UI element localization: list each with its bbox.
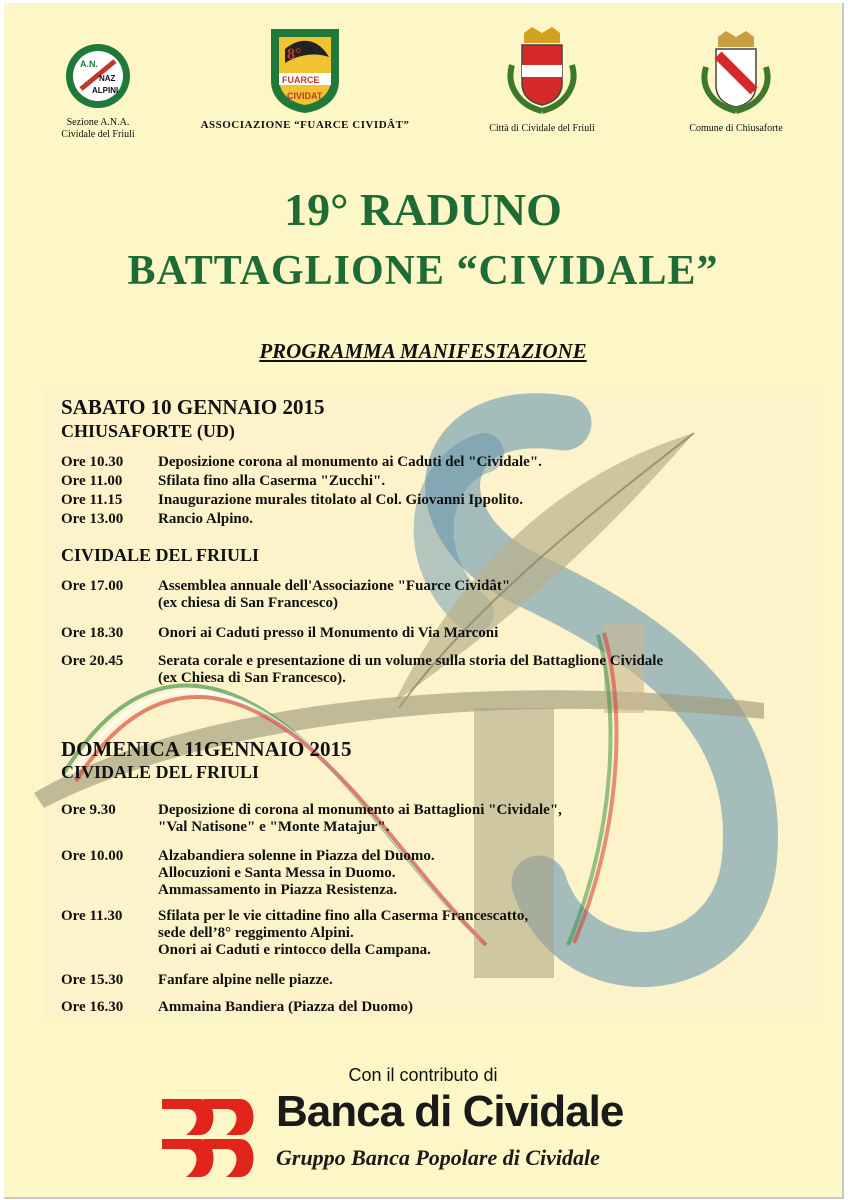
ana-caption-2: Cividale del Friuli: [61, 129, 135, 140]
title-line-2: BATTAGLIONE “CIVIDALE”: [127, 248, 719, 294]
ana-badge-bottom: ALPINI: [92, 86, 119, 95]
event-time: Ore 20.45: [61, 653, 124, 669]
event-time: Ore 16.30: [61, 999, 124, 1015]
event-time: Ore 18.30: [61, 625, 124, 641]
event-line: Serata corale e presentazione di un volume sulla storia del Battaglione Cividale: [158, 653, 664, 669]
cividale-caption: Città di Cividale del Friuli: [489, 123, 595, 134]
event-description: [158, 511, 798, 528]
day1-date: SABATO 10 GENNAIO 2015: [61, 395, 325, 419]
sponsor-intro: Con il contributo di: [348, 1065, 498, 1085]
event-description: [158, 848, 798, 899]
ana-caption-1: Sezione A.N.A.: [66, 117, 130, 128]
fuarce-caption: ASSOCIAZIONE “FUARCE CIVIDÂT”: [200, 119, 410, 131]
chiusaforte-caption: Comune di Chiusaforte: [689, 123, 783, 134]
event-description: [158, 653, 798, 687]
ana-emblem-icon: [63, 41, 133, 111]
event-line: Onori ai Caduti e rintocco della Campana.: [158, 942, 431, 958]
event-line: "Val Natisone" e "Monte Matajur".: [158, 819, 390, 835]
event-line: Deposizione corona al monumento ai Caduti del "Cividale".: [158, 454, 542, 470]
title-line-1: 19° RADUNO: [284, 184, 562, 235]
event-time: Ore 10.30: [61, 454, 124, 470]
event-line: Sfilata per le vie cittadine fino alla Caserma Francescatto,: [158, 908, 529, 924]
event-line: Alzabandiera solenne in Piazza del Duomo.: [158, 848, 435, 864]
day2-date: DOMENICA 11GENNAIO 2015: [61, 737, 352, 761]
fuarce-emblem-icon: [265, 23, 345, 115]
event-description: [158, 999, 798, 1016]
event-line: sede dell’8° reggimento Alpini.: [158, 925, 354, 941]
event-line: Onori ai Caduti presso il Monumento di Via Marconi: [158, 625, 499, 641]
event-line: Fanfare alpine nelle piazze.: [158, 972, 333, 988]
event-line: Assemblea annuale dell'Associazione "Fuarce Cividât": [158, 578, 511, 594]
bank-name: Banca di Cividale: [276, 1087, 624, 1136]
fuarce-badge-mid: FUARCE: [282, 75, 320, 85]
event-time: Ore 17.00: [61, 578, 124, 594]
event-time: Ore 15.30: [61, 972, 124, 988]
event-poster: [4, 3, 844, 1199]
event-line: (ex chiesa di San Francesco): [158, 595, 338, 611]
ana-badge-mid: NAZ: [99, 74, 116, 83]
fuarce-badge-top: 8°: [287, 46, 302, 63]
event-line: Deposizione di corona al monumento ai Battaglioni "Cividale",: [158, 802, 562, 818]
chiusaforte-crest-icon: [696, 29, 776, 115]
event-description: [158, 492, 798, 509]
event-description: [158, 625, 798, 642]
event-description: [158, 802, 798, 836]
event-description: [158, 908, 798, 959]
event-time: Ore 10.00: [61, 848, 124, 864]
bank-group: Gruppo Banca Popolare di Cividale: [276, 1145, 600, 1170]
cividale-crest-icon: [502, 25, 582, 115]
chiusaforte-logo: [666, 29, 806, 135]
event-line: Allocuzioni e Santa Messa in Duomo.: [158, 865, 396, 881]
event-line: Rancio Alpino.: [158, 511, 254, 527]
event-description: [158, 972, 798, 989]
event-time: Ore 11.15: [61, 492, 123, 508]
program-subtitle: PROGRAMMA MANIFESTAZIONE: [259, 339, 587, 363]
event-time: Ore 13.00: [61, 511, 124, 527]
day1-place-2: CIVIDALE DEL FRIULI: [61, 545, 260, 565]
fuarce-logo: [180, 23, 430, 131]
event-time: Ore 9.30: [61, 802, 116, 818]
event-time: Ore 11.30: [61, 908, 123, 924]
event-line: Ammassamento in Piazza Resistenza.: [158, 882, 398, 898]
event-description: [158, 473, 798, 490]
event-description: [158, 578, 798, 612]
event-line: Inaugurazione murales titolato al Col. Giovanni Ippolito.: [158, 492, 524, 508]
fuarce-badge-bottom: CIVIDAT: [287, 91, 323, 101]
event-line: Sfilata fino alla Caserma "Zucchi".: [158, 473, 386, 489]
event-description: [158, 454, 798, 471]
event-line: (ex Chiesa di San Francesco).: [158, 670, 346, 686]
ana-badge-top: A.N.: [80, 59, 98, 69]
banca-cividale-logo-icon: [160, 1095, 256, 1183]
event-line: Ammaina Bandiera (Piazza del Duomo): [158, 999, 413, 1015]
day2-place: CIVIDALE DEL FRIULI: [61, 762, 260, 782]
ana-logo: [48, 41, 148, 141]
event-time: Ore 11.00: [61, 473, 123, 489]
day1-place: CHIUSAFORTE (UD): [61, 421, 235, 441]
cividale-logo: [472, 25, 612, 135]
